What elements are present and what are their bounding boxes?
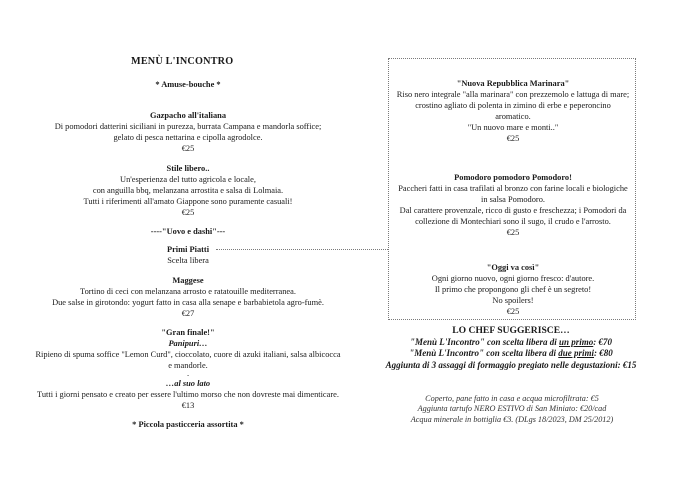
chef-suggests-section <box>346 325 676 371</box>
pomodoro-price: €25 <box>506 228 520 237</box>
gazpacho-price: €25 <box>181 144 195 153</box>
chef-suggests-heading: LO CHEF SUGGERISCE… <box>452 325 570 336</box>
oggi-desc-1: Ogni giorno nuovo, ogni giorno fresco: d'autore. <box>431 274 595 283</box>
marinara-desc-1: Riso nero integrale "alla marinara" con prezzemolo e lattuga di mare; <box>396 90 630 99</box>
option-one-primo: "Menù L'Incontro" con scelta libera di un primo: €70 <box>409 336 613 347</box>
uovo-dashi-heading: ----"Uovo e dashi"--- <box>150 227 226 236</box>
marinara-desc-2: crostino agliato di polenta in zimino di erbe e peperoncino <box>415 101 611 110</box>
stile-libero-desc-2: con anguilla bbq, melanzana arrostita e salsa di Lolmaia. <box>92 186 284 195</box>
footer-tartufo: Aggiunta tartufo NERO ESTIVO di San Miniato: €20/cad <box>417 404 607 414</box>
oggi-price: €25 <box>506 307 520 316</box>
maggese-desc-2: Due salse in girotondo: yogurt fatto in casa alla senape e barbabietola agro-fumè. <box>52 298 324 307</box>
panipuri-subtitle: Panipuri… <box>168 339 208 348</box>
gran-finale-desc-2: e mandorle. <box>168 361 208 370</box>
stile-libero-price: €25 <box>181 208 195 217</box>
gran-finale-dot: . <box>186 369 190 378</box>
option-cheese: Aggiunta di 3 assaggi di formaggio pregiato nelle degustazioni: €15 <box>385 359 637 370</box>
stile-libero-name: Stile libero.. <box>166 164 210 173</box>
oggi-desc-3: No spoilers! <box>492 296 534 305</box>
pasticceria-heading: * Piccola pasticceria assortita * <box>132 420 244 429</box>
gran-finale-desc-1: Ripieno di spuma soffice "Lemon Curd", cioccolato, cuore di azuki italiani, salsa albicocca <box>35 350 341 359</box>
footer-coperto: Coperto, pane fatto in casa e acqua microfiltrata: €5 <box>425 394 599 403</box>
menu-title: MENÙ L'INCONTRO <box>131 56 234 67</box>
pomodoro-name: Pomodoro pomodoro Pomodoro! <box>454 173 572 182</box>
al-suo-lato-name: …al suo lato <box>165 379 211 388</box>
oggi-name: "Oggi va così" <box>486 263 540 272</box>
primi-piatti-box <box>388 58 636 320</box>
oggi-desc-2: Il primo che propongono gli chef è un segreto! <box>434 285 592 294</box>
stile-libero-desc-3: Tutti i riferimenti all'amato Giappone sono puramente casuali! <box>83 197 293 206</box>
pomodoro-desc-1: Paccheri fatti in casa trafilati al bronzo con farine locali e biologiche <box>398 184 628 193</box>
marinara-desc-3: aromatico. <box>495 112 531 121</box>
primi-connector-line <box>216 249 388 250</box>
gazpacho-desc-1: Di pomodori datterini siciliani in purezza, burrata Campana e mandorla soffice; <box>54 122 322 131</box>
al-suo-lato-price: €13 <box>181 401 195 410</box>
pomodoro-desc-4: collezione di Montechiari sono il sugo, il crudo e l'arrosto. <box>415 217 611 226</box>
gran-finale-name: "Gran finale!" <box>161 328 215 337</box>
pomodoro-desc-2: in salsa Pomodoro. <box>481 195 545 204</box>
marinara-price: €25 <box>506 134 520 143</box>
maggese-name: Maggese <box>172 276 204 285</box>
gazpacho-desc-2: gelato di pesca nettarina e cipolla agrodolce. <box>113 133 263 142</box>
footer-acqua: Acqua minerale in bottiglia €3. (DLgs 18/2023, DM 25/2012) <box>410 414 614 424</box>
option-two-primi: "Menù L'Incontro" con scelta libera di due primi: €80 <box>409 348 613 359</box>
marinara-desc-4: "Un nuovo mare e monti.." <box>467 123 559 132</box>
gazpacho-name: Gazpacho all'italiana <box>149 111 227 120</box>
stile-libero-desc-1: Un'esperienza del tutto agricola e locale, <box>120 175 256 184</box>
menu-footer-notes <box>388 394 636 425</box>
primi-piatti-name: Primi Piatti <box>166 245 210 254</box>
maggese-price: €27 <box>181 309 195 318</box>
primi-piatti-note: Scelta libera <box>167 256 209 265</box>
al-suo-lato-desc: Tutti i giorni pensato e creato per essere l'ultimo morso che non dovreste mai dimenticare. <box>37 390 339 399</box>
marinara-name: "Nuova Repubblica Marinara" <box>456 79 570 88</box>
amuse-bouche-heading: * Amuse-bouche * <box>155 80 221 89</box>
pomodoro-desc-3: Dal carattere provenzale, ricco di gusto e freschezza; i Pomodori da <box>399 206 627 215</box>
maggese-desc-1: Tortino di ceci con melanzana arrosto e ratatouille mediterranea. <box>80 287 296 296</box>
